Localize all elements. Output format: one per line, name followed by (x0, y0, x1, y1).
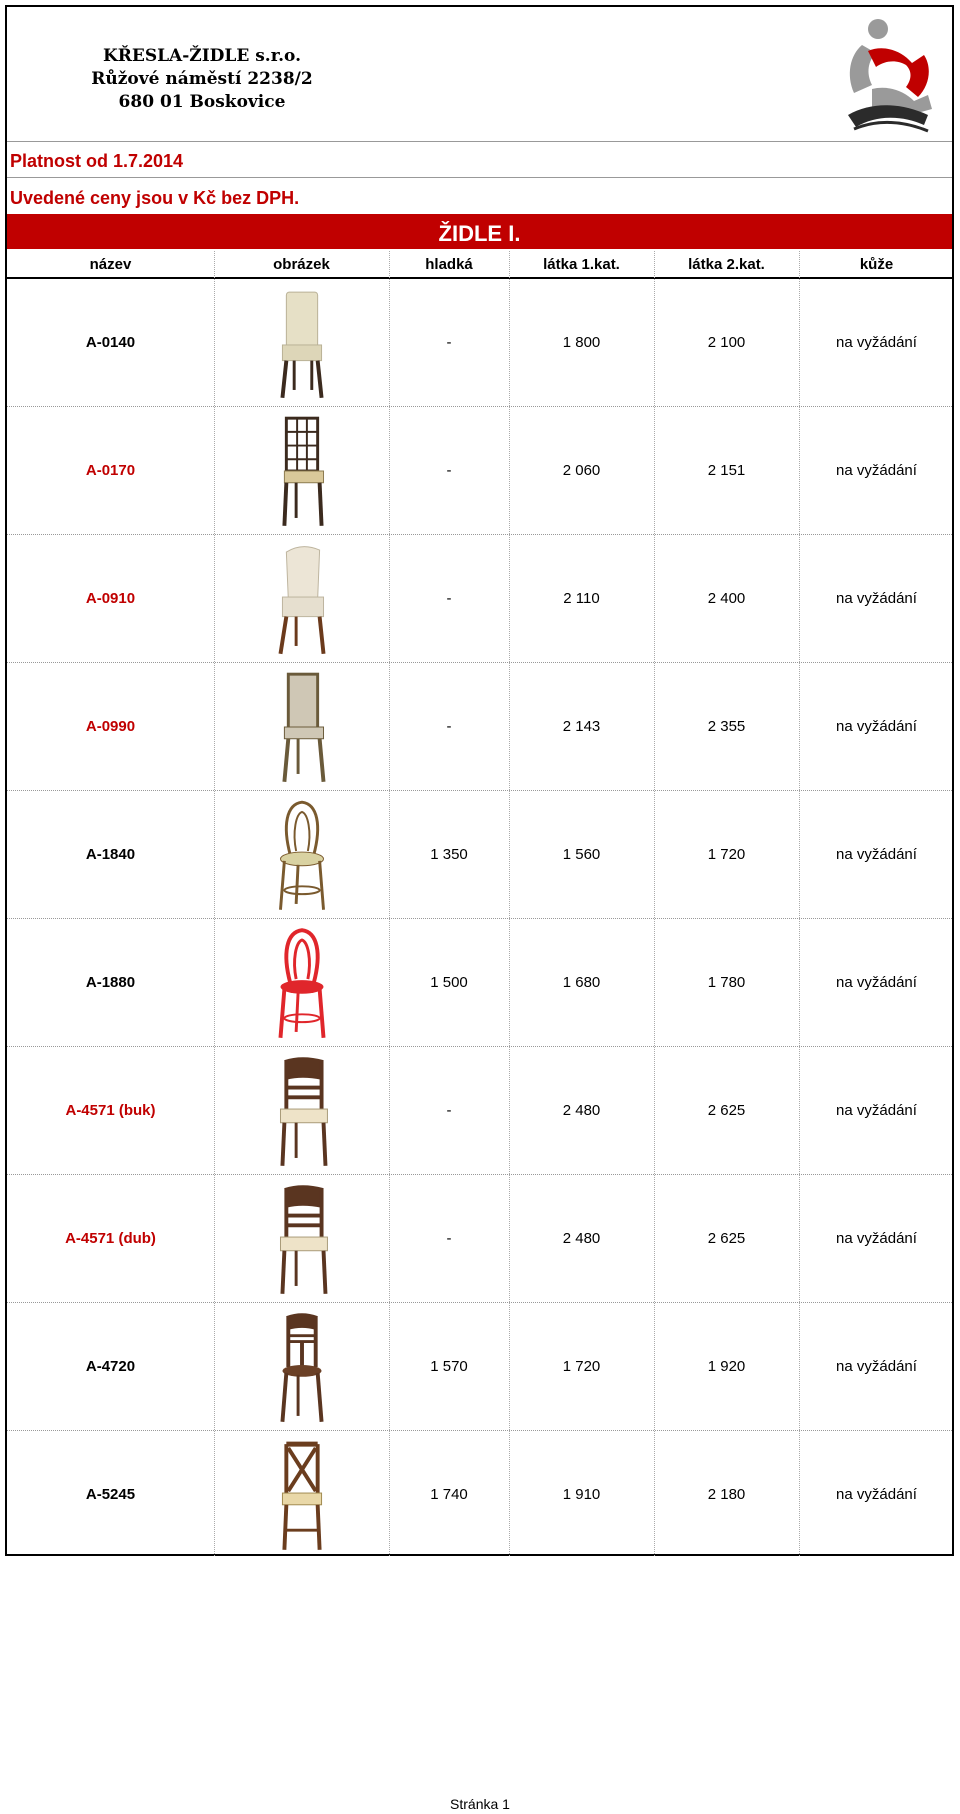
price-kuze: na vyžádání (836, 1486, 917, 1503)
table-row (7, 279, 952, 407)
col-header-obrazek: obrázek (273, 256, 330, 273)
product-code: A-1840 (85, 846, 136, 863)
price-kuze: na vyžádání (836, 334, 917, 351)
company-logo-icon (832, 15, 944, 141)
price-latka2: 2 355 (707, 718, 746, 735)
price-hladka: - (446, 334, 452, 351)
company-city: 680 01 Boskovice (118, 92, 286, 112)
price-hladka: - (446, 590, 452, 607)
price-hladka: 1 350 (430, 846, 468, 863)
price-latka1: 2 143 (562, 718, 601, 735)
page-number: Stránka 1 (450, 1796, 510, 1812)
chair-image-icon (257, 539, 347, 659)
price-kuze: na vyžádání (836, 462, 917, 479)
price-hladka: - (446, 718, 452, 735)
col-header-hladka: hladká (425, 256, 473, 273)
chair-image-icon (257, 1435, 347, 1555)
table-row (7, 535, 952, 663)
table-row (7, 791, 952, 919)
chair-image-icon (257, 411, 347, 531)
table-row (7, 1175, 952, 1303)
price-latka2: 1 720 (707, 846, 746, 863)
price-hladka: - (446, 1230, 452, 1247)
product-code: A-0990 (85, 718, 136, 735)
price-latka2: 1 920 (707, 1358, 746, 1375)
product-code: A-0170 (85, 462, 136, 479)
chair-image-icon (257, 1307, 347, 1427)
price-hladka: - (446, 1102, 452, 1119)
table-row (7, 1303, 952, 1431)
price-hladka: - (446, 462, 452, 479)
price-table-body (7, 279, 952, 1558)
price-hladka: 1 570 (430, 1358, 468, 1375)
chair-image-icon (257, 1051, 347, 1171)
table-header (7, 249, 952, 279)
separator (7, 141, 952, 142)
validity-date: Platnost od 1.7.2014 (10, 151, 184, 171)
price-latka1: 2 060 (562, 462, 601, 479)
price-latka1: 1 680 (562, 974, 601, 991)
price-latka2: 2 151 (707, 462, 746, 479)
price-latka1: 1 910 (562, 1486, 601, 1503)
price-kuze: na vyžádání (836, 1358, 917, 1375)
price-kuze: na vyžádání (836, 1230, 917, 1247)
col-header-nazev: název (89, 256, 132, 273)
separator (7, 177, 952, 178)
price-hladka: 1 740 (430, 1486, 468, 1503)
chair-image-icon (257, 1179, 347, 1299)
price-kuze: na vyžádání (836, 846, 917, 863)
col-header-latka1: látka 1.kat. (543, 256, 620, 273)
price-latka2: 2 625 (707, 1230, 746, 1247)
vat-note: Uvedené ceny jsou v Kč bez DPH. (10, 188, 300, 208)
price-kuze: na vyžádání (836, 1102, 917, 1119)
table-row (7, 663, 952, 791)
company-name: KŘESLA-ŽIDLE s.r.o. (102, 46, 302, 66)
product-code: A-1880 (85, 974, 136, 991)
company-street: Růžové náměstí 2238/2 (91, 69, 313, 89)
table-row (7, 1431, 952, 1559)
product-code: A-5245 (85, 1486, 136, 1503)
price-latka2: 2 400 (707, 590, 746, 607)
price-latka1: 1 800 (562, 334, 601, 351)
chair-image-icon (257, 923, 347, 1043)
price-latka2: 2 625 (707, 1102, 746, 1119)
price-latka1: 1 720 (562, 1358, 601, 1375)
price-kuze: na vyžádání (836, 974, 917, 991)
price-latka2: 2 100 (707, 334, 746, 351)
price-latka1: 2 480 (562, 1230, 601, 1247)
price-latka1: 2 480 (562, 1102, 601, 1119)
section-title: ŽIDLE I. (7, 214, 952, 249)
product-code: A-4571 (buk) (65, 1102, 156, 1119)
price-kuze: na vyžádání (836, 718, 917, 735)
product-code: A-4720 (85, 1358, 136, 1375)
price-kuze: na vyžádání (836, 590, 917, 607)
table-row (7, 407, 952, 535)
price-hladka: 1 500 (430, 974, 468, 991)
price-latka1: 2 110 (563, 590, 600, 607)
chair-image-icon (257, 283, 347, 403)
product-code: A-0910 (85, 590, 136, 607)
price-latka1: 1 560 (562, 846, 601, 863)
price-latka2: 2 180 (707, 1486, 746, 1503)
product-code: A-4571 (dub) (65, 1230, 156, 1247)
table-row (7, 1047, 952, 1175)
col-header-kuze: kůže (859, 256, 894, 273)
chair-image-icon (257, 795, 347, 915)
table-row (7, 919, 952, 1047)
price-list-sheet (5, 5, 954, 1556)
price-latka2: 1 780 (707, 974, 746, 991)
col-header-latka2: látka 2.kat. (688, 256, 765, 273)
chair-image-icon (257, 667, 347, 787)
product-code: A-0140 (85, 334, 136, 351)
company-address (67, 45, 337, 114)
